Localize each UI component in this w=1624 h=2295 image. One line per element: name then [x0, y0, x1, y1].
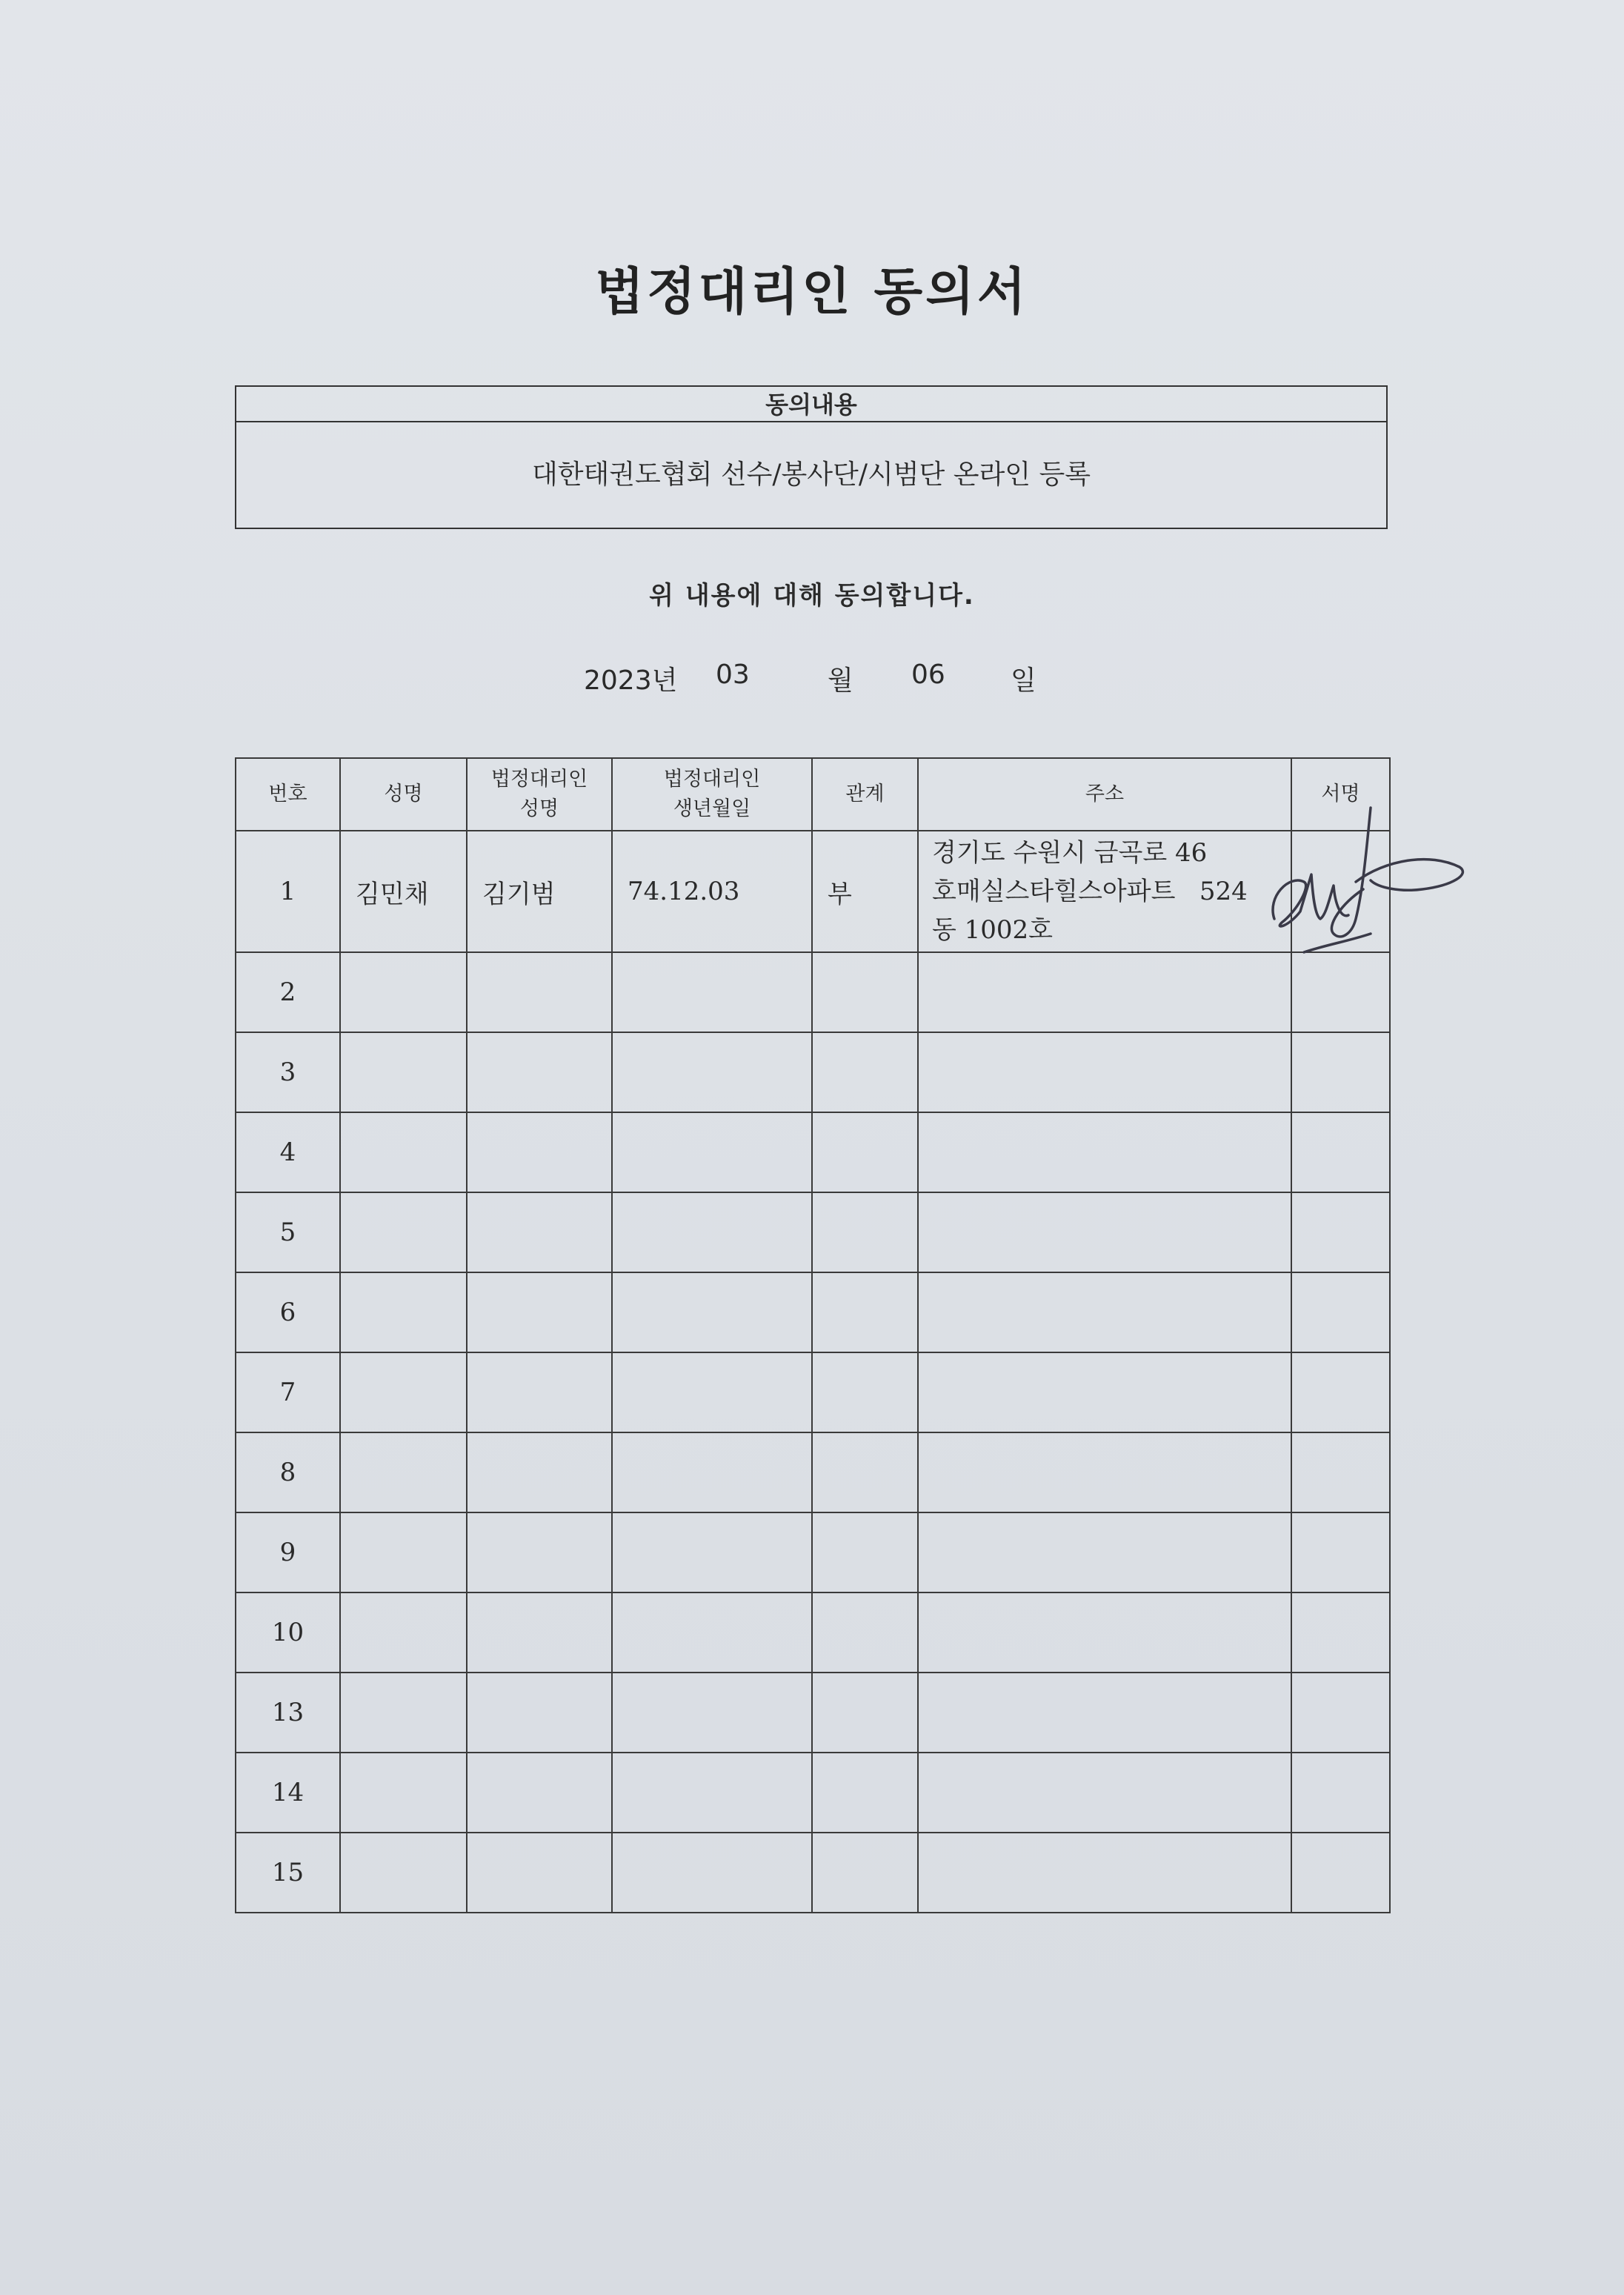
cell-relation: [812, 1352, 918, 1432]
date-year: 2023년: [584, 665, 678, 696]
header-address: 주소: [918, 758, 1291, 831]
cell-guardian-birth: [612, 1112, 812, 1192]
cell-name: [340, 1192, 467, 1272]
header-guardian-name-line1: 법정대리인: [490, 768, 588, 791]
cell-guardian-birth: [612, 1592, 812, 1673]
cell-signature: [1291, 1032, 1390, 1112]
table-row: [236, 831, 1390, 952]
table-row: [236, 1512, 1390, 1592]
cell-guardian-birth: [612, 1272, 812, 1352]
cell-signature: [1291, 1753, 1390, 1833]
cell-relation: [812, 1833, 918, 1913]
table-row: [236, 1192, 1390, 1272]
table-row: [236, 1673, 1390, 1753]
header-signature: 서명: [1291, 758, 1390, 831]
cell-relation: [812, 1592, 918, 1673]
table-row: [236, 1352, 1390, 1432]
cell-guardian-birth: [612, 1032, 812, 1112]
cell-guardian-name: [467, 1192, 612, 1272]
table-row: [236, 1112, 1390, 1192]
cell-name: [340, 1112, 467, 1192]
cell-guardian-name: [467, 1112, 612, 1192]
header-guardian-birth: [612, 758, 812, 831]
table-row: [236, 952, 1390, 1032]
cell-name: 김민채: [340, 831, 467, 952]
cell-guardian-name: [467, 1833, 612, 1913]
cell-address: [918, 1432, 1291, 1512]
cell-guardian-name: [467, 1032, 612, 1112]
cell-no: 7: [236, 1352, 340, 1432]
cell-no: 6: [236, 1272, 340, 1352]
cell-signature: [1291, 1673, 1390, 1753]
cell-guardian-name: [467, 1753, 612, 1833]
cell-name: [340, 1592, 467, 1673]
cell-address: [918, 1272, 1291, 1352]
cell-relation: [812, 1673, 918, 1753]
cell-signature: [1291, 1512, 1390, 1592]
table-row: [236, 1432, 1390, 1512]
cell-signature: [1291, 1352, 1390, 1432]
header-no: 번호: [236, 758, 340, 831]
header-guardian-name-line2: 성명: [519, 797, 559, 820]
cell-signature: [1291, 1272, 1390, 1352]
cell-guardian-birth: [612, 952, 812, 1032]
handwritten-signature: [1259, 793, 1474, 978]
cell-relation: [812, 1032, 918, 1112]
cell-relation: [812, 1432, 918, 1512]
address-line-1: 경기도 수원시 금곡로 46: [932, 838, 1208, 868]
cell-no: 13: [236, 1673, 340, 1753]
cell-name: [340, 1352, 467, 1432]
cell-guardian-name: [467, 1272, 612, 1352]
cell-signature: [1291, 1592, 1390, 1673]
date-month: 03: [716, 660, 750, 690]
consent-header: 동의내용: [236, 387, 1386, 422]
cell-guardian-birth: [612, 1432, 812, 1512]
consent-box: [235, 385, 1388, 529]
table-row: [236, 1592, 1390, 1673]
cell-no: 3: [236, 1032, 340, 1112]
cell-address: [918, 831, 1291, 952]
cell-relation: 부: [812, 831, 918, 952]
cell-guardian-name: [467, 1592, 612, 1673]
cell-no: 8: [236, 1432, 340, 1512]
consent-content: 대한태권도협회 선수/봉사단/시범단 온라인 등록: [531, 459, 1091, 490]
cell-address: [918, 1032, 1291, 1112]
cell-guardian-name: [467, 952, 612, 1032]
cell-guardian-birth: [612, 1833, 812, 1913]
cell-address: [918, 1673, 1291, 1753]
cell-no: 1: [236, 831, 340, 952]
header-relation: 관계: [812, 758, 918, 831]
cell-guardian-birth: [612, 1512, 812, 1592]
cell-relation: [812, 1753, 918, 1833]
table-row: [236, 1753, 1390, 1833]
document-title: 법정대리인 동의서: [595, 263, 1029, 322]
cell-signature: [1291, 1833, 1390, 1913]
table-row: [236, 1833, 1390, 1913]
date-day: 06: [911, 660, 945, 690]
table-row: [236, 1272, 1390, 1352]
date-month-unit: 월: [828, 665, 853, 696]
cell-signature: [1291, 1432, 1390, 1512]
cell-guardian-name: [467, 1512, 612, 1592]
cell-signature: [1291, 1192, 1390, 1272]
cell-name: [340, 1032, 467, 1112]
cell-signature: [1291, 1112, 1390, 1192]
cell-relation: [812, 952, 918, 1032]
cell-address: [918, 1192, 1291, 1272]
cell-guardian-birth: [612, 1192, 812, 1272]
cell-no: 15: [236, 1833, 340, 1913]
cell-relation: [812, 1512, 918, 1592]
cell-guardian-name: [467, 1352, 612, 1432]
cell-guardian-birth: 74.12.03: [612, 831, 812, 952]
cell-no: 10: [236, 1592, 340, 1673]
cell-guardian-name: [467, 1673, 612, 1753]
header-name: 성명: [340, 758, 467, 831]
cell-address: [918, 952, 1291, 1032]
cell-relation: [812, 1192, 918, 1272]
cell-name: [340, 1512, 467, 1592]
cell-name: [340, 1272, 467, 1352]
cell-guardian-name: [467, 1432, 612, 1512]
cell-guardian-birth: [612, 1352, 812, 1432]
cell-name: [340, 952, 467, 1032]
header-guardian-birth-line2: 생년월일: [673, 797, 751, 820]
header-guardian-birth-line1: 법정대리인: [663, 768, 761, 791]
agreement-statement: 위 내용에 대해 동의합니다.: [649, 581, 975, 611]
guardian-table: [235, 757, 1391, 1913]
cell-name: [340, 1753, 467, 1833]
cell-no: 4: [236, 1112, 340, 1192]
cell-address: [918, 1512, 1291, 1592]
cell-guardian-birth: [612, 1673, 812, 1753]
cell-address: [918, 1112, 1291, 1192]
cell-address: [918, 1592, 1291, 1673]
header-guardian-name: [467, 758, 612, 831]
cell-address: [918, 1753, 1291, 1833]
cell-no: 5: [236, 1192, 340, 1272]
table-header-row: [236, 758, 1390, 831]
cell-no: 14: [236, 1753, 340, 1833]
address-line-2: 호매실스타힐스아파트 524: [932, 877, 1248, 906]
cell-relation: [812, 1112, 918, 1192]
cell-address: [918, 1833, 1291, 1913]
date-day-unit: 일: [1011, 665, 1036, 696]
cell-no: 9: [236, 1512, 340, 1592]
table-row: [236, 1032, 1390, 1112]
address-line-3: 동 1002호: [932, 915, 1054, 945]
cell-guardian-name: 김기범: [467, 831, 612, 952]
cell-address: [918, 1352, 1291, 1432]
cell-name: [340, 1833, 467, 1913]
cell-no: 2: [236, 952, 340, 1032]
cell-relation: [812, 1272, 918, 1352]
cell-name: [340, 1432, 467, 1512]
cell-name: [340, 1673, 467, 1753]
cell-guardian-birth: [612, 1753, 812, 1833]
